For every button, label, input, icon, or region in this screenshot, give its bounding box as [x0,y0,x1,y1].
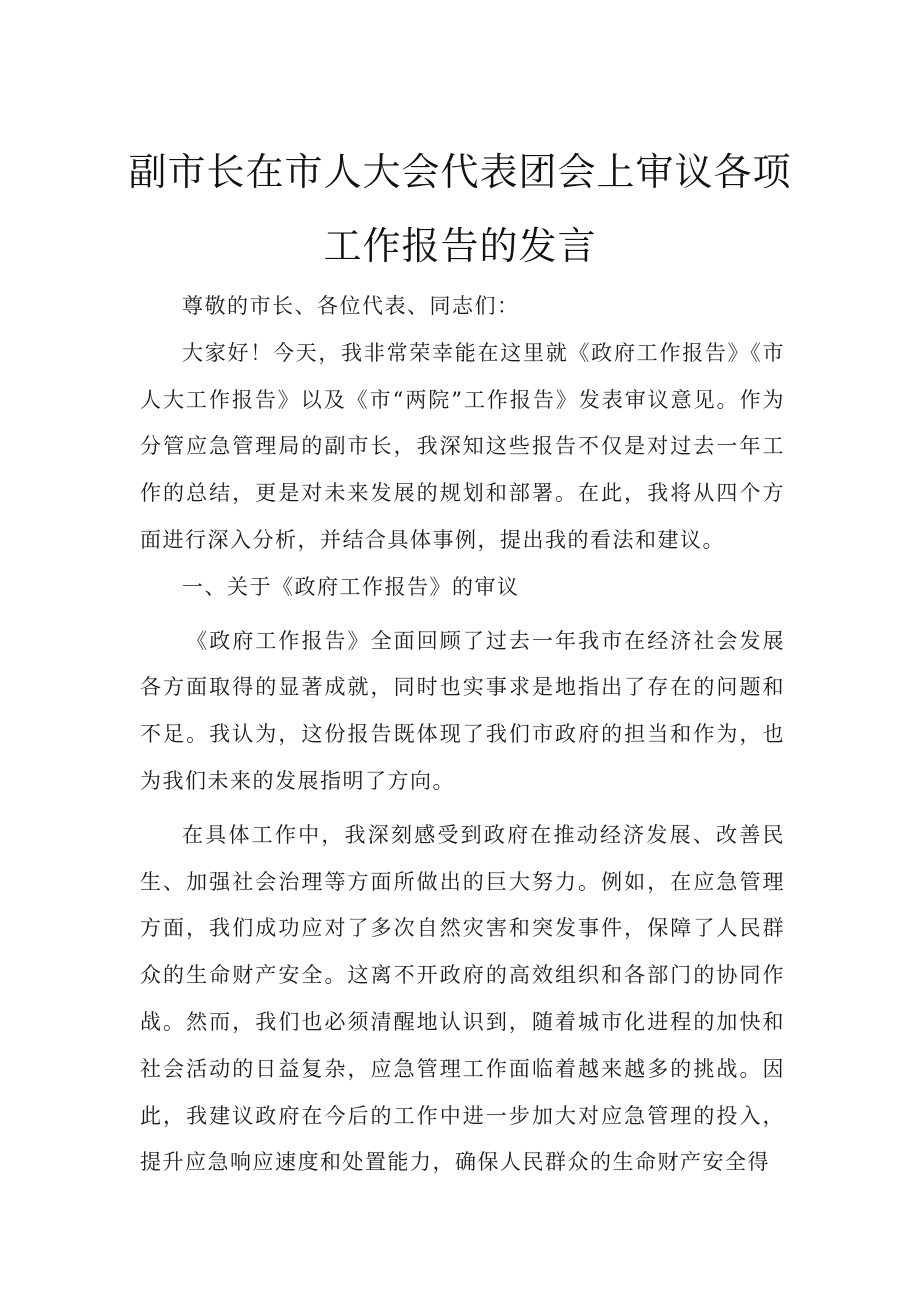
salutation: 尊敬的市长、各位代表、同志们： [182,294,520,318]
document-title-line-1: 副市长在市人大会代表团会上审议各项 [128,150,792,194]
section-heading-1: 一、关于《政府工作报告》的审议 [182,574,520,599]
document-title-line-2: 工作报告的发言 [323,224,597,268]
paragraph-specific-work: 在具体工作中，我深刻感受到政府在推动经济发展、改善民生、加强社会治理等方面所做出的巨大努力。例如，在应急管理方面，我们成功应对了多次自然灾害和突发事件，保障了人民群众的生命财产安全。这离不开政府的高效组织和各部门的协同作战。然而，我们也必须清醒地认识到，随着城市化进程的加快和社会活动的日益复杂，应急管理工作面临着越来越多的挑战。因此，我建议政府在今后的工作中进一步加大对应急管理的投入，提升应急响应速度和处置能力，确保人民群众的生命财产安全得 [140,822,785,1175]
paragraph-government-report: 《政府工作报告》全面回顾了过去一年我市在经济社会发展各方面取得的显著成就，同时也实事求是地指出了存在的问题和不足。我认为，这份报告既体现了我们市政府的担当和作为，也为我们未来的发展指明了方向。 [140,628,785,793]
document-body [140,283,785,1186]
paragraph-intro: 大家好！今天，我非常荣幸能在这里就《政府工作报告》《市人大工作报告》以及《市“两院”工作报告》发表审议意见。作为分管应急管理局的副市长，我深知这些报告不仅是对过去一年工作的总结，更是对未来发展的规划和部署。在此，我将从四个方面进行深入分析，并结合具体事例，提出我的看法和建议。 [140,340,785,552]
